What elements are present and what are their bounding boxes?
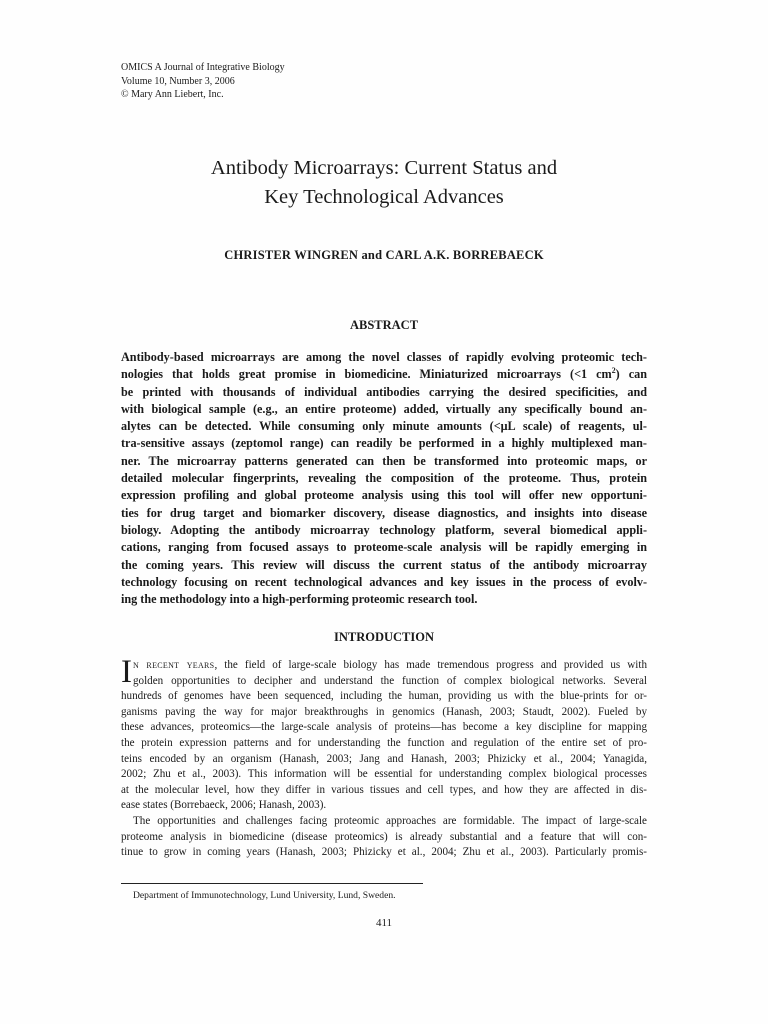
abstract-line-text: nologies that holds great promise in biomedicine. Miniaturized microarrays (<1 cm: [121, 367, 612, 382]
abstract-line: ties for drug target and biomarker discovery, disease diagnostics, and insights into disease: [121, 505, 647, 520]
abstract-line: alytes can be detected. While consuming only minute amounts (<μL scale) of reagents, ul-: [121, 419, 647, 434]
intro-first-line-rest: , the field of large-scale biology has made tremendous progress and provided us with: [214, 659, 647, 671]
abstract-line: detailed molecular fingerprints, revealing the composition of the proteome. Thus, protein: [121, 471, 647, 486]
body-line: teins encoded by an organism (Hanash, 2003; Jang and Hanash, 2003; Phizicky et al., 2004; Yanagida,: [121, 752, 647, 765]
paper-title: [0, 154, 768, 212]
abstract-body: [121, 349, 647, 608]
abstract-line: expression profiling and global proteome analysis using this tool will offer new opportuni-: [121, 488, 647, 503]
abstract-line-tail: ) can: [615, 367, 648, 382]
smallcaps-lead: n recent years: [133, 659, 215, 671]
body-line: at the molecular level, how they differ in various tissues and cell types, and how they are affected in dis-: [121, 783, 647, 796]
affiliation-footnote: Department of Immunotechnology, Lund University, Lund, Sweden.: [133, 890, 396, 901]
abstract-line: tra-sensitive assays (zeptomol range) can readily be performed in a highly multiplexed man-: [121, 436, 647, 451]
page-number: 411: [375, 917, 393, 929]
journal-copyright: © Mary Ann Liebert, Inc.: [121, 89, 224, 100]
abstract-line: the coming years. This review will discuss the current status of the antibody microarray: [121, 557, 647, 572]
journal-header: [121, 61, 285, 102]
body-line: ease states (Borrebaeck, 2006; Hanash, 2003).: [121, 799, 327, 812]
body-line: the protein expression patterns and for understanding the function and regulation of the entire set of pro-: [121, 736, 647, 749]
abstract-line: cations, ranging from focused assays to proteome-scale analysis will be rapidly emerging in: [121, 540, 647, 555]
title-line-1: Antibody Microarrays: Current Status and: [210, 157, 558, 179]
footnote-divider: [121, 883, 423, 884]
introduction-body: [121, 654, 647, 861]
abstract-line: technology focusing on recent technological advances and key issues in the process of evolv-: [121, 574, 647, 589]
body-line: golden opportunities to decipher and understand the function of complex biological networks. Several: [133, 674, 647, 687]
journal-name: OMICS A Journal of Integrative Biology: [121, 62, 285, 73]
superscript: 2: [611, 366, 616, 376]
body-line: ganisms paving the way for major breakthroughs in genomics (Hanash, 2003; Staudt, 2002). Fueled by: [121, 705, 647, 718]
authors: CHRISTER WINGREN and CARL A.K. BORREBAECK: [224, 248, 544, 262]
abstract-line: [121, 366, 647, 383]
body-line: these advances, proteomics—the large-scale analysis of proteins—has become a key discipline for mapping: [121, 721, 647, 734]
body-line: tinue to grow in coming years (Hanash, 2003; Phizicky et al., 2004; Zhu et al., 2003). Particularly promis-: [121, 846, 647, 859]
introduction-heading: INTRODUCTION: [333, 630, 434, 644]
body-line: hundreds of genomes have been sequenced, including the human, providing us with the blue-prints for or-: [121, 690, 647, 703]
body-line: The opportunities and challenges facing proteomic approaches are formidable. The impact of large-scale: [133, 814, 647, 827]
abstract-line: ner. The microarray patterns generated can then be transformed into proteomic maps, or: [121, 453, 647, 468]
abstract-heading: ABSTRACT: [349, 318, 419, 332]
abstract-line: biology. Adopting the antibody microarray technology platform, several biomedical appli-: [121, 522, 647, 537]
body-line: 2002; Zhu et al., 2003). This information will be essential for understanding complex biological processes: [121, 768, 647, 781]
title-line-2: Key Technological Advances: [264, 186, 504, 208]
journal-volume: Volume 10, Number 3, 2006: [121, 75, 235, 87]
drop-cap: I: [121, 654, 132, 690]
abstract-line: with biological sample (e.g., an entire proteome) added, virtually any specifically bound an-: [121, 401, 647, 416]
body-line: proteome analysis in biomedicine (disease proteomics) is already substantial and a feature that will con-: [121, 830, 647, 843]
abstract-line: ing the methodology into a high-performing proteomic research tool.: [121, 592, 478, 607]
abstract-line: Antibody-based microarrays are among the novel classes of rapidly evolving proteomic tech-: [121, 350, 647, 364]
abstract-line: be printed with thousands of individual antibodies carrying the desired specificities, and: [121, 384, 647, 399]
